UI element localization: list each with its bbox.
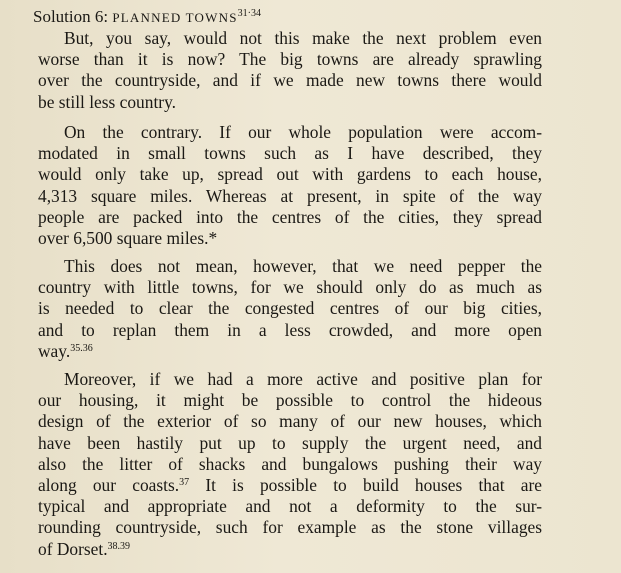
text-line: rounding countryside, such for example as the stone villages	[38, 517, 542, 538]
footnote-ref: 38.39	[107, 540, 131, 552]
text-line: modated in small towns such as I have described, they	[38, 143, 542, 164]
heading-title: PLANNED TOWNS	[112, 10, 238, 25]
text-fragment: It is possible to build houses that are	[189, 475, 542, 496]
text-line: have been hastily put up to supply the urgent need, and	[38, 432, 542, 453]
text-line: On the contrary. If our whole population were accom-	[64, 122, 542, 142]
paragraph-1	[38, 28, 542, 113]
text-line	[38, 341, 542, 362]
paragraph-3	[38, 256, 542, 362]
text-fragment: way.	[38, 340, 71, 361]
text-fragment: along our coasts.	[38, 475, 180, 496]
text-line: people are packed into the centres of the cities, they spread	[38, 206, 542, 227]
text-line: be still less country.	[38, 91, 176, 112]
text-line: would only take up, spread out with gardens to each house,	[38, 164, 542, 185]
paragraph-2	[38, 122, 542, 249]
text-line	[38, 475, 542, 496]
text-line: 4,313 square miles. Whereas at present, in spite of the way	[38, 185, 542, 206]
text-line: design of the exterior of so many of our new houses, which	[38, 411, 542, 432]
heading-footnote-ref: 31·34	[237, 8, 261, 19]
section-heading	[33, 6, 261, 29]
text-line: But, you say, would not this make the next problem even	[64, 28, 542, 48]
text-line: also the litter of shacks and bungalows pushing their way	[38, 453, 542, 474]
text-line: over the countryside, and if we made new towns there would	[38, 70, 542, 91]
text-line: over 6,500 square miles.*	[38, 228, 218, 249]
text-fragment: of Dorset.	[38, 538, 108, 559]
heading-label: Solution 6:	[33, 7, 109, 26]
text-line: our housing, it might be possible to control the hideous	[38, 390, 542, 411]
paragraph-4	[38, 369, 542, 560]
text-line: Moreover, if we had a more active and positive plan for	[64, 369, 542, 389]
text-line: is needed to clear the congested centres of our big cities,	[38, 298, 542, 319]
text-line	[38, 539, 542, 560]
text-line: This does not mean, however, that we need pepper the	[64, 256, 542, 276]
text-line: worse than it is now? The big towns are already sprawling	[38, 49, 542, 70]
text-line: and to replan them in a less crowded, and more open	[38, 319, 542, 340]
footnote-ref: 37	[179, 477, 190, 489]
text-line: country with little towns, for we should only do as much as	[38, 277, 542, 298]
footnote-ref: 35.36	[70, 342, 93, 354]
text-line: typical and appropriate and not a deformity to the sur-	[38, 496, 542, 517]
